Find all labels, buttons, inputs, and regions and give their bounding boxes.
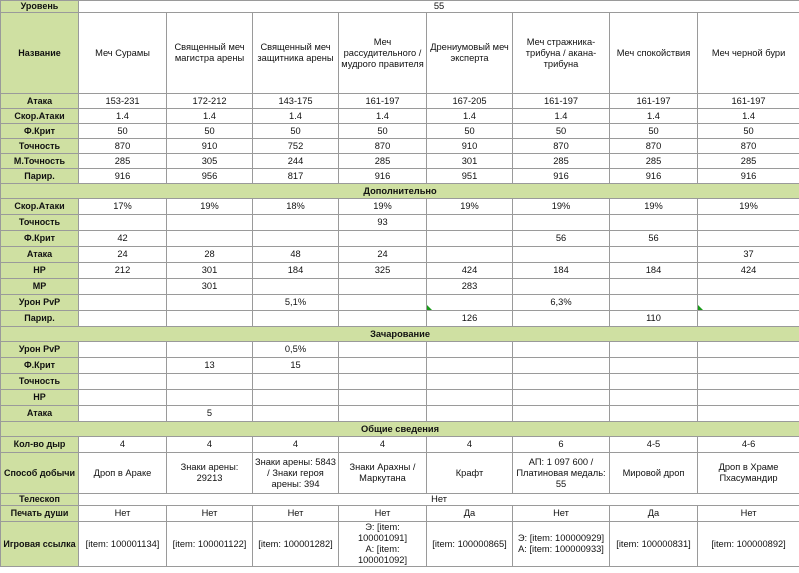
stat-row-label: Парир. [1, 169, 79, 184]
game-link-cell [513, 522, 610, 567]
enchant-row-cell [253, 374, 339, 390]
game-link-cell [698, 522, 799, 567]
game-link-text: Э: [item: 100000929] [517, 533, 605, 543]
telescope-label: Телескоп [1, 494, 79, 506]
additional-row-cell [253, 279, 339, 295]
stat-row-cell: 285 [698, 154, 799, 169]
additional-row [1, 247, 799, 263]
additional-row-cell: 301 [167, 279, 253, 295]
additional-row-cell: 56 [610, 231, 698, 247]
names-label: Название [1, 13, 79, 94]
additional-row-cell: 18% [253, 199, 339, 215]
enchant-row-cell [79, 390, 167, 406]
additional-row-cell [339, 279, 427, 295]
additional-row-label: MP [1, 279, 79, 295]
slots-row-cell: 4 [253, 437, 339, 453]
enchant-row-cell: 5 [167, 406, 253, 422]
stat-row [1, 154, 799, 169]
additional-row-cell [698, 231, 799, 247]
enchant-row [1, 342, 799, 358]
enchant-row-cell [513, 342, 610, 358]
additional-row-label: Ф.Крит [1, 231, 79, 247]
game-link-text: А: [item: 100000933] [518, 544, 604, 554]
stat-row-label: Точность [1, 139, 79, 154]
additional-row-cell [513, 311, 610, 327]
stat-row-label: М.Точность [1, 154, 79, 169]
stat-row-cell: 301 [427, 154, 513, 169]
enchant-row-cell [610, 374, 698, 390]
additional-row [1, 199, 799, 215]
additional-row-cell [513, 215, 610, 231]
additional-row-cell: 48 [253, 247, 339, 263]
enchant-row-cell [427, 358, 513, 374]
enchant-row-cell [698, 406, 799, 422]
additional-row-cell [339, 311, 427, 327]
game-link-cell [610, 522, 698, 567]
source-row [1, 453, 799, 494]
additional-row-label: Парир. [1, 311, 79, 327]
source-row-cell: Знаки арены: 29213 [167, 453, 253, 494]
additional-row-cell [698, 311, 799, 327]
stat-row-cell: 1.4 [79, 109, 167, 124]
weapon-name: Меч стражника-трибуна / акана-трибуна [513, 13, 610, 94]
game-link-text: [item: 100001134] [85, 538, 160, 549]
general-section-row [1, 422, 799, 437]
soul-seal-row-cell: Да [427, 506, 513, 522]
source-row-label: Способ добычи [1, 453, 79, 494]
additional-row-cell [698, 279, 799, 295]
enchant-section-row [1, 327, 799, 342]
stat-row-cell: 1.4 [167, 109, 253, 124]
stat-row-label: Скор.Атаки [1, 109, 79, 124]
stat-row-cell: 916 [339, 169, 427, 184]
enchant-row-cell [698, 390, 799, 406]
game-link-text: [item: 100001282] [258, 538, 333, 549]
enchant-row-label: Точность [1, 374, 79, 390]
soul-seal-row-cell: Нет [339, 506, 427, 522]
stat-row-cell: 285 [513, 154, 610, 169]
additional-row-cell: 19% [698, 199, 799, 215]
stat-row-cell: 870 [513, 139, 610, 154]
weapon-name: Священный меч магистра арены [167, 13, 253, 94]
enchant-row-cell [513, 358, 610, 374]
additional-row-cell: 126 [427, 311, 513, 327]
additional-row-cell [513, 247, 610, 263]
additional-row-cell: 24 [339, 247, 427, 263]
weapon-name: Меч черной бури [698, 13, 799, 94]
enchant-row-cell [79, 342, 167, 358]
enchant-row-cell [427, 374, 513, 390]
slots-row [1, 437, 799, 453]
stat-row-cell: 870 [698, 139, 799, 154]
stat-row-cell: 50 [513, 124, 610, 139]
additional-row [1, 231, 799, 247]
additional-row-cell [610, 247, 698, 263]
additional-row-cell: 212 [79, 263, 167, 279]
enchant-row-cell [167, 390, 253, 406]
game-link-text: А: [item: 100001092] [357, 544, 408, 565]
additional-row [1, 215, 799, 231]
enchant-row-cell [513, 390, 610, 406]
additional-row-label: Скор.Атаки [1, 199, 79, 215]
enchant-row-cell [339, 358, 427, 374]
additional-row-cell [698, 295, 799, 311]
enchant-row-cell: 15 [253, 358, 339, 374]
additional-row-cell: 19% [610, 199, 698, 215]
stat-row-cell: 50 [79, 124, 167, 139]
game-link-text: [item: 100000831] [616, 538, 691, 549]
enchant-row [1, 358, 799, 374]
enchant-row-cell: 0,5% [253, 342, 339, 358]
enchant-row [1, 406, 799, 422]
enchant-row-cell [610, 358, 698, 374]
stat-row-cell: 285 [339, 154, 427, 169]
additional-row-cell: 19% [513, 199, 610, 215]
table-body [1, 1, 799, 567]
soul-seal-row-cell: Нет [79, 506, 167, 522]
stat-row-cell: 50 [167, 124, 253, 139]
stat-row-label: Атака [1, 94, 79, 109]
stat-row-cell: 50 [253, 124, 339, 139]
enchant-row-cell [79, 358, 167, 374]
additional-row-cell: 19% [339, 199, 427, 215]
additional-row-cell: 19% [427, 199, 513, 215]
additional-row-cell: 184 [513, 263, 610, 279]
enchant-row-cell [253, 390, 339, 406]
stat-row-cell: 244 [253, 154, 339, 169]
enchant-row-cell [610, 390, 698, 406]
stat-row-cell: 161-197 [513, 94, 610, 109]
enchant-row-cell [513, 374, 610, 390]
enchant-row-cell [610, 406, 698, 422]
stat-row-cell: 305 [167, 154, 253, 169]
stat-row-cell: 916 [79, 169, 167, 184]
additional-row-cell [167, 295, 253, 311]
enchant-row-cell [339, 374, 427, 390]
game-link-cell [427, 522, 513, 567]
additional-row-cell: 24 [79, 247, 167, 263]
additional-row-label: HP [1, 263, 79, 279]
additional-row-cell: 110 [610, 311, 698, 327]
additional-row-cell: 19% [167, 199, 253, 215]
additional-row-cell [167, 215, 253, 231]
slots-row-cell: 4-5 [610, 437, 698, 453]
stat-row [1, 124, 799, 139]
stat-row-cell: 1.4 [513, 109, 610, 124]
source-row-cell: Знаки Арахны / Маркутана [339, 453, 427, 494]
stat-row-cell: 167-205 [427, 94, 513, 109]
enchant-row-cell [339, 342, 427, 358]
additional-row-cell: 325 [339, 263, 427, 279]
stat-row-cell: 951 [427, 169, 513, 184]
soul-seal-row-cell: Нет [698, 506, 799, 522]
enchant-row-cell [427, 342, 513, 358]
additional-row-cell: 184 [610, 263, 698, 279]
stat-row-cell: 1.4 [253, 109, 339, 124]
stat-row-cell: 1.4 [610, 109, 698, 124]
comment-marker [698, 305, 703, 310]
additional-section-title: Дополнительно [1, 184, 799, 199]
level-row [1, 1, 799, 13]
enchant-row [1, 390, 799, 406]
stat-row-cell: 50 [610, 124, 698, 139]
stat-row-cell: 1.4 [339, 109, 427, 124]
enchant-row-cell [610, 342, 698, 358]
additional-row-cell [427, 231, 513, 247]
additional-row-cell: 6,3% [513, 295, 610, 311]
enchant-row-cell [79, 374, 167, 390]
weapon-name: Меч рассудительного / мудрого правителя [339, 13, 427, 94]
stat-row-cell: 161-197 [339, 94, 427, 109]
source-row-cell: Дроп в Араке [79, 453, 167, 494]
telescope-row [1, 494, 799, 506]
additional-row-cell: 37 [698, 247, 799, 263]
stat-row [1, 169, 799, 184]
additional-row-cell [253, 215, 339, 231]
weapon-name: Священный меч защитника арены [253, 13, 339, 94]
additional-row-cell [427, 295, 513, 311]
stat-row [1, 109, 799, 124]
additional-row-cell [339, 295, 427, 311]
general-section-title: Общие сведения [1, 422, 799, 437]
additional-row-cell: 5,1% [253, 295, 339, 311]
source-row-cell: Дроп в Храме Пхасумандир [698, 453, 799, 494]
soul-seal-row-cell: Нет [513, 506, 610, 522]
game-link-cell [79, 522, 167, 567]
soul-seal-row [1, 506, 799, 522]
game-link-cell [167, 522, 253, 567]
stat-row-cell: 916 [513, 169, 610, 184]
enchant-row-cell [698, 342, 799, 358]
enchant-row-label: Урон PvP [1, 342, 79, 358]
stat-row-cell: 50 [427, 124, 513, 139]
stat-row-cell: 172-212 [167, 94, 253, 109]
enchant-section-title: Зачарование [1, 327, 799, 342]
additional-row-cell [79, 279, 167, 295]
additional-row-cell [610, 279, 698, 295]
soul-seal-row-cell: Да [610, 506, 698, 522]
stat-row-cell: 143-175 [253, 94, 339, 109]
enchant-row-cell [339, 390, 427, 406]
slots-row-cell: 4 [167, 437, 253, 453]
comment-marker [427, 305, 432, 310]
source-row-cell: АП: 1 097 600 / Платиновая медаль: 55 [513, 453, 610, 494]
stat-row-cell: 910 [427, 139, 513, 154]
additional-row-cell: 28 [167, 247, 253, 263]
soul-seal-row-cell: Нет [253, 506, 339, 522]
additional-row-cell [610, 215, 698, 231]
additional-row-cell [339, 231, 427, 247]
slots-row-cell: 6 [513, 437, 610, 453]
enchant-row-cell [427, 406, 513, 422]
stat-row-cell: 956 [167, 169, 253, 184]
enchant-row-cell [698, 358, 799, 374]
stat-row-cell: 817 [253, 169, 339, 184]
stat-row-cell: 285 [610, 154, 698, 169]
slots-row-cell: 4 [79, 437, 167, 453]
stat-row-cell: 285 [79, 154, 167, 169]
stat-row-cell: 870 [339, 139, 427, 154]
stat-row-cell: 916 [610, 169, 698, 184]
stat-row-cell: 161-197 [698, 94, 799, 109]
enchant-row-cell [698, 374, 799, 390]
telescope-value: Нет [79, 494, 799, 506]
stat-row-cell: 1.4 [427, 109, 513, 124]
enchant-row-cell [339, 406, 427, 422]
stat-row [1, 94, 799, 109]
stat-row-cell: 910 [167, 139, 253, 154]
stat-row-cell: 50 [339, 124, 427, 139]
enchant-row [1, 374, 799, 390]
slots-row-label: Кол-во дыр [1, 437, 79, 453]
additional-row-cell: 93 [339, 215, 427, 231]
stat-row-cell: 50 [698, 124, 799, 139]
stat-row-cell: 870 [610, 139, 698, 154]
additional-row-cell: 17% [79, 199, 167, 215]
additional-row-cell [253, 231, 339, 247]
additional-row-cell [79, 295, 167, 311]
enchant-row-label: Ф.Крит [1, 358, 79, 374]
enchant-row-cell [513, 406, 610, 422]
stat-row-cell: 870 [79, 139, 167, 154]
weapon-name: Меч спокойствия [610, 13, 698, 94]
additional-row-cell [427, 247, 513, 263]
additional-row-cell [513, 279, 610, 295]
slots-row-cell: 4-6 [698, 437, 799, 453]
additional-row-cell: 184 [253, 263, 339, 279]
additional-row-cell: 424 [698, 263, 799, 279]
names-row [1, 13, 799, 94]
game-link-cell [253, 522, 339, 567]
stat-row-cell: 1.4 [698, 109, 799, 124]
additional-row-cell: 424 [427, 263, 513, 279]
additional-row-cell: 42 [79, 231, 167, 247]
additional-row-cell [698, 215, 799, 231]
enchant-row-cell [167, 374, 253, 390]
level-value: 55 [79, 1, 799, 13]
soul-seal-row-cell: Нет [167, 506, 253, 522]
additional-row-cell: 56 [513, 231, 610, 247]
stat-row [1, 139, 799, 154]
additional-row-cell: 283 [427, 279, 513, 295]
additional-row-label: Атака [1, 247, 79, 263]
weapon-name: Меч Сурамы [79, 13, 167, 94]
additional-row-cell [79, 311, 167, 327]
stat-row-cell: 153-231 [79, 94, 167, 109]
slots-row-cell: 4 [427, 437, 513, 453]
additional-row [1, 279, 799, 295]
weapon-name: Дрениумовый меч эксперта [427, 13, 513, 94]
game-link-text: [item: 100001122] [172, 538, 247, 549]
stat-row-cell: 752 [253, 139, 339, 154]
additional-row-cell [79, 215, 167, 231]
additional-row-cell: 301 [167, 263, 253, 279]
additional-row-label: Точность [1, 215, 79, 231]
level-label: Уровень [1, 1, 79, 13]
source-row-cell: Мировой дроп [610, 453, 698, 494]
additional-row [1, 295, 799, 311]
additional-row [1, 311, 799, 327]
enchant-row-cell [253, 406, 339, 422]
additional-row-cell [167, 231, 253, 247]
game-link-label: Игровая ссылка [1, 522, 79, 567]
enchant-row-cell [79, 406, 167, 422]
source-row-cell: Крафт [427, 453, 513, 494]
enchant-row-cell [427, 390, 513, 406]
additional-row-cell [610, 295, 698, 311]
game-link-cell [339, 522, 427, 567]
slots-row-cell: 4 [339, 437, 427, 453]
additional-section-row [1, 184, 799, 199]
additional-row-label: Урон PvP [1, 295, 79, 311]
enchant-row-cell: 13 [167, 358, 253, 374]
game-link-text: Э: [item: 100001091] [357, 522, 408, 543]
enchant-row-label: HP [1, 390, 79, 406]
stat-row-cell: 161-197 [610, 94, 698, 109]
stat-row-cell: 916 [698, 169, 799, 184]
soul-seal-row-label: Печать души [1, 506, 79, 522]
additional-row [1, 263, 799, 279]
additional-row-cell [253, 311, 339, 327]
game-link-text: [item: 100000892] [711, 538, 786, 549]
enchant-row-cell [167, 342, 253, 358]
source-row-cell: Знаки арены: 5843 / Знаки героя арены: 394 [253, 453, 339, 494]
game-link-row [1, 522, 799, 567]
game-link-text: [item: 100000865] [432, 538, 507, 549]
stat-row-label: Ф.Крит [1, 124, 79, 139]
additional-row-cell [167, 311, 253, 327]
enchant-row-label: Атака [1, 406, 79, 422]
additional-row-cell [427, 215, 513, 231]
